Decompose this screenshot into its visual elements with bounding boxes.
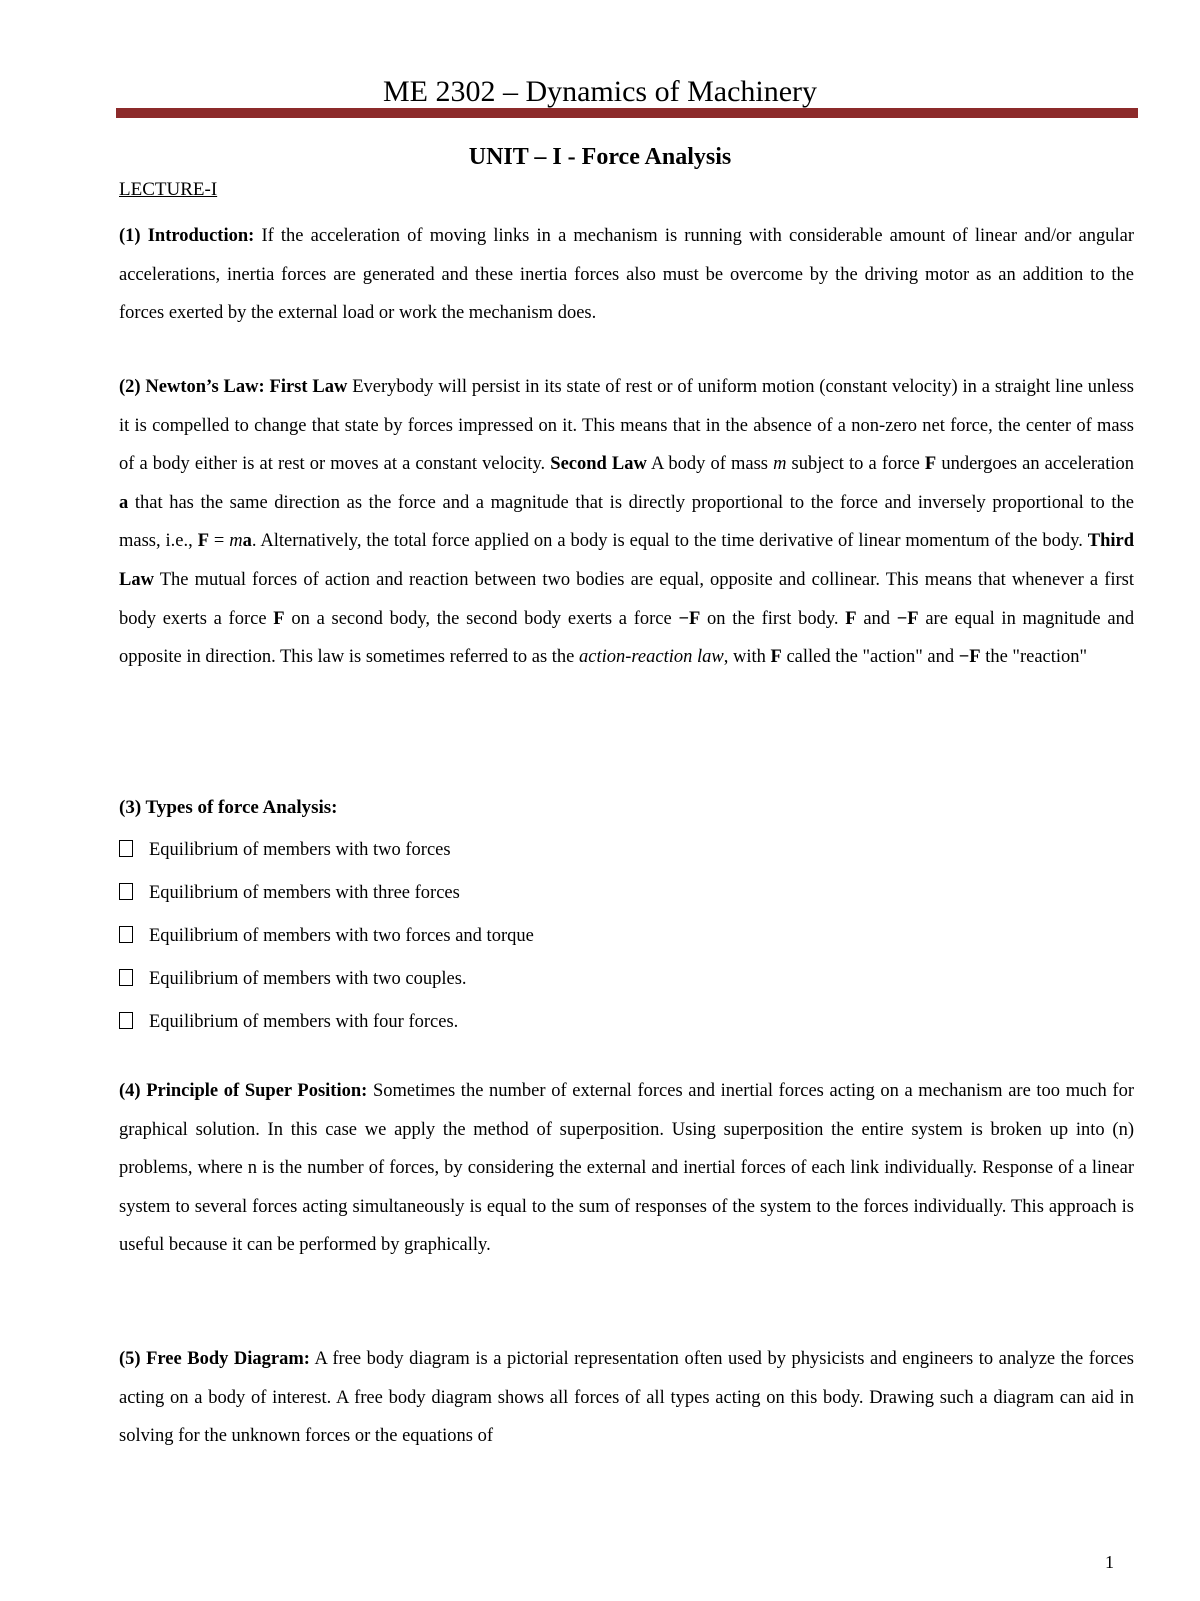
fbd-paragraph bbox=[119, 1340, 1134, 1456]
third-law-text-a: The mutual forces of action and reaction between two bodies are equal, opposite and collinear. This means that whenever a first body exerts a force bbox=[119, 569, 1134, 629]
list-item-text: Equilibrium of members with two forces and torque bbox=[149, 926, 534, 946]
symbol-F: F bbox=[273, 608, 285, 629]
second-law-text-a: A body of mass bbox=[650, 454, 768, 475]
second-law-text-d: that has the same direction as the force and a magnitude that is directly proportional to the force and inversely proportional to the mass, i.e., bbox=[119, 492, 1134, 552]
lecture-label: LECTURE-I bbox=[119, 179, 218, 200]
superposition-heading: (4) Principle of Super Position: bbox=[119, 1081, 368, 1101]
types-list bbox=[119, 829, 1134, 1044]
list-item-text: Equilibrium of members with two couples. bbox=[149, 969, 467, 989]
superposition-paragraph bbox=[119, 1072, 1134, 1265]
fbd-heading: (5) Free Body Diagram: bbox=[119, 1349, 310, 1369]
symbol-neg-F: −F bbox=[896, 608, 919, 629]
symbol-F: F bbox=[924, 454, 937, 475]
third-law-text-c: on the first body. bbox=[707, 608, 839, 629]
list-item-text: Equilibrium of members with two forces bbox=[149, 840, 451, 860]
third-law-text-g: called the "action" and bbox=[786, 647, 955, 668]
symbol-m: m bbox=[773, 454, 787, 475]
list-item bbox=[119, 1001, 1134, 1044]
first-law-label: First Law bbox=[269, 377, 348, 397]
second-law-text-c: undergoes an acceleration bbox=[941, 454, 1135, 475]
fbd-text: A free body diagram is a pictorial representation often used by physicists and engineers to analyze the forces acting on a body of interest. A free body diagram shows all forces of all types acting on this body. Drawing such a diagram can aid in solving for the unknown forces or the equations of bbox=[119, 1349, 1134, 1447]
symbol-a: a bbox=[242, 531, 252, 552]
intro-text: If the acceleration of moving links in a mechanism is running with considerable amount of linear and/or angular accelerations, inertia forces are generated and these inertia forces also must be overcome by the driving motor as an addition to the forces exerted by the external load or work the mechanism does. bbox=[119, 226, 1135, 324]
symbol-m: m bbox=[229, 531, 243, 552]
third-law-text-f: , with bbox=[723, 647, 766, 668]
checkbox-glyph-icon bbox=[119, 969, 133, 986]
symbol-F: F bbox=[770, 647, 782, 668]
symbol-neg-F: −F bbox=[678, 608, 701, 629]
checkbox-glyph-icon bbox=[119, 926, 133, 943]
unit-title: UNIT – I - Force Analysis bbox=[468, 144, 732, 170]
superposition-text: Sometimes the number of external forces and inertial forces acting on a mechanism are too much for graphical solution. In this case we apply the method of superposition. Using superposition the entire system is broken up into (n) problems, where n is the number of forces, by considering the external and inertial forces of each link individually. Response of a linear system to several forces acting simultaneously is equal to the sum of responses of the system to the forces individually. This approach is useful because it can be performed by graphically. bbox=[119, 1081, 1135, 1256]
intro-paragraph bbox=[119, 217, 1134, 333]
third-law-text-b: on a second body, the second body exerts a force bbox=[291, 608, 672, 629]
second-law-label: Second Law bbox=[550, 454, 647, 475]
types-heading: (3) Types of force Analysis: bbox=[119, 797, 338, 818]
third-law-text-h: the "reaction" bbox=[985, 647, 1088, 668]
list-item bbox=[119, 829, 1134, 872]
third-law-text-d: and bbox=[863, 608, 891, 629]
list-item bbox=[119, 958, 1134, 1001]
newton-heading: (2) Newton’s Law: bbox=[119, 377, 265, 397]
third-law-text-e: are equal in magnitude and opposite in direction. This law is sometimes referred to as the bbox=[119, 608, 1135, 668]
second-law-text-b: subject to a force bbox=[791, 454, 920, 475]
second-law-text-e: . Alternatively, the total force applied on a body is equal to the time derivative of linear momentum of the body. bbox=[251, 531, 1083, 552]
checkbox-glyph-icon bbox=[119, 883, 133, 900]
list-item-text: Equilibrium of members with four forces. bbox=[149, 1012, 459, 1032]
symbol-a: a bbox=[119, 492, 129, 513]
intro-heading: (1) Introduction: bbox=[119, 226, 255, 246]
header-rule bbox=[116, 108, 1138, 118]
newton-paragraph bbox=[119, 368, 1134, 677]
list-item bbox=[119, 915, 1134, 958]
action-reaction-term: action-reaction law bbox=[579, 647, 724, 668]
page-number: 1 bbox=[1105, 1552, 1114, 1572]
checkbox-glyph-icon bbox=[119, 840, 133, 857]
course-title: ME 2302 – Dynamics of Machinery bbox=[382, 75, 818, 108]
equals-sign: = bbox=[213, 531, 225, 552]
checkbox-glyph-icon bbox=[119, 1012, 133, 1029]
first-law-text: Everybody will persist in its state of rest or of uniform motion (constant velocity) in a straight line unless it is compelled to change that state by forces impressed on it. This means that in the absence of a non-zero net force, the center of mass of a body either is at rest or moves at a constant velocity. bbox=[119, 377, 1134, 475]
list-item-text: Equilibrium of members with three forces bbox=[149, 883, 460, 903]
symbol-F: F bbox=[845, 608, 857, 629]
third-law-label: Third Law bbox=[119, 531, 1135, 590]
symbol-F: F bbox=[197, 531, 209, 552]
list-item bbox=[119, 872, 1134, 915]
symbol-neg-F: −F bbox=[958, 647, 981, 668]
